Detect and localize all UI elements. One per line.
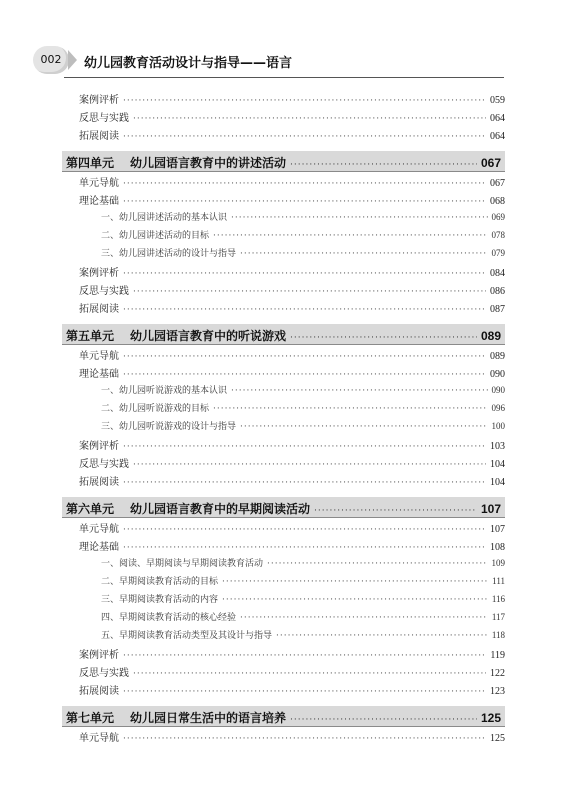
toc-entry[interactable] bbox=[62, 282, 505, 300]
unit-heading[interactable] bbox=[62, 324, 505, 345]
unit-title: 幼儿园语言教育中的听说游戏 bbox=[130, 329, 287, 343]
toc-entry-page: 064 bbox=[490, 131, 505, 142]
toc-entry-page: 118 bbox=[491, 630, 505, 640]
toc-entry[interactable] bbox=[62, 682, 505, 700]
toc-subentry[interactable] bbox=[62, 419, 505, 437]
toc-entry-title: 单元导航 bbox=[79, 351, 119, 362]
toc-subentry[interactable] bbox=[62, 610, 505, 628]
toc-leader-dots bbox=[231, 213, 487, 223]
toc-leader-dots bbox=[123, 132, 486, 142]
toc-leader-dots bbox=[123, 352, 486, 362]
unit-title: 幼儿园语言教育中的讲述活动 bbox=[130, 156, 287, 170]
toc-entry[interactable] bbox=[62, 192, 505, 210]
toc-entry-title: 二、幼儿园听说游戏的目标 bbox=[101, 404, 210, 414]
unit-heading[interactable] bbox=[62, 151, 505, 172]
toc-entry-page: 116 bbox=[491, 594, 505, 604]
toc-entry-page: 090 bbox=[491, 385, 505, 395]
unit-page: 107 bbox=[480, 502, 501, 516]
toc-entry[interactable] bbox=[62, 347, 505, 365]
toc-entry-title: 一、幼儿园听说游戏的基本认识 bbox=[101, 386, 228, 396]
toc-entry[interactable] bbox=[62, 520, 505, 538]
toc-entry-title: 反思与实践 bbox=[79, 286, 129, 297]
toc-entry-page: 111 bbox=[492, 576, 505, 586]
toc-entry-page: 117 bbox=[491, 612, 505, 622]
toc-entry-title: 案例评析 bbox=[79, 268, 119, 279]
toc-subentry[interactable] bbox=[62, 628, 505, 646]
toc-entry-page: 109 bbox=[491, 558, 505, 568]
unit-page: 089 bbox=[480, 329, 501, 343]
toc-entry-page: 087 bbox=[490, 304, 505, 315]
toc-leader-dots bbox=[123, 478, 486, 488]
toc-entry-title: 一、阅读、早期阅读与早期阅读教育活动 bbox=[101, 559, 264, 569]
toc-entry-title: 拓展阅读 bbox=[79, 304, 119, 315]
toc-entry-title: 理论基础 bbox=[79, 369, 119, 380]
toc-entry-title: 单元导航 bbox=[79, 524, 119, 535]
toc-entry-page: 078 bbox=[491, 230, 505, 240]
toc-entry-title: 反思与实践 bbox=[79, 668, 129, 679]
unit-list bbox=[62, 151, 505, 747]
toc-leader-dots bbox=[314, 506, 477, 516]
toc-entry-title: 拓展阅读 bbox=[79, 686, 119, 697]
toc-entry[interactable] bbox=[62, 174, 505, 192]
toc-entry-title: 三、早期阅读教育活动的内容 bbox=[101, 595, 219, 605]
unit-page: 067 bbox=[480, 156, 501, 170]
toc-entry-title: 案例评析 bbox=[79, 441, 119, 452]
toc-entry-page: 103 bbox=[490, 441, 505, 452]
toc-leader-dots bbox=[240, 422, 487, 432]
header-rule bbox=[64, 77, 504, 78]
toc-leader-dots bbox=[213, 231, 487, 241]
page-header bbox=[0, 0, 566, 80]
toc-entry[interactable] bbox=[62, 664, 505, 682]
toc-leader-dots bbox=[123, 734, 486, 744]
toc-entry-title: 五、早期阅读教育活动类型及其设计与指导 bbox=[101, 631, 273, 641]
unit-heading[interactable] bbox=[62, 706, 505, 727]
toc-entry[interactable] bbox=[62, 300, 505, 318]
toc-entry[interactable] bbox=[62, 729, 505, 747]
toc-entry[interactable] bbox=[62, 365, 505, 383]
toc-leader-dots bbox=[290, 160, 477, 170]
toc-entry-title: 案例评析 bbox=[79, 95, 119, 106]
toc-subentry[interactable] bbox=[62, 574, 505, 592]
toc-leader-dots bbox=[123, 370, 486, 380]
toc-entry-page: 107 bbox=[490, 524, 505, 535]
toc-entry-page: 125 bbox=[490, 733, 505, 744]
page-number-badge: 002 bbox=[33, 46, 69, 74]
unit-number: 第五单元 bbox=[66, 329, 115, 343]
toc-entry-title: 二、幼儿园讲述活动的目标 bbox=[101, 231, 210, 241]
toc-entry-title: 单元导航 bbox=[79, 178, 119, 189]
toc-entry[interactable] bbox=[62, 473, 505, 491]
toc-leader-dots bbox=[276, 631, 488, 641]
toc-leader-dots bbox=[123, 96, 486, 106]
toc-entry-page: 123 bbox=[490, 686, 505, 697]
unit-number: 第七单元 bbox=[66, 711, 115, 725]
toc-leader-dots bbox=[231, 386, 487, 396]
toc-entry-page: 084 bbox=[490, 268, 505, 279]
toc-leader-dots bbox=[267, 559, 487, 569]
toc-entry-title: 四、早期阅读教育活动的核心经验 bbox=[101, 613, 237, 623]
toc-subentry[interactable] bbox=[62, 592, 505, 610]
toc-leader-dots bbox=[123, 197, 486, 207]
toc-entry-title: 反思与实践 bbox=[79, 459, 129, 470]
toc-entry-title: 理论基础 bbox=[79, 196, 119, 207]
toc-leader-dots bbox=[123, 269, 486, 279]
toc-entry-title: 三、幼儿园讲述活动的设计与指导 bbox=[101, 249, 237, 259]
toc-entry-page: 104 bbox=[490, 459, 505, 470]
toc-entry[interactable] bbox=[62, 109, 505, 127]
toc-entry-title: 拓展阅读 bbox=[79, 477, 119, 488]
toc-leader-dots bbox=[123, 179, 486, 189]
toc-entry-page: 096 bbox=[491, 403, 505, 413]
unit-number: 第四单元 bbox=[66, 156, 115, 170]
unit-page: 125 bbox=[480, 711, 501, 725]
book-title: 幼儿园教育活动设计与指导——语言 bbox=[84, 56, 293, 71]
toc-entry-title: 单元导航 bbox=[79, 733, 119, 744]
toc-leader-dots bbox=[240, 613, 488, 623]
unit-title: 幼儿园语言教育中的早期阅读活动 bbox=[130, 502, 311, 516]
toc-entry-title: 三、幼儿园听说游戏的设计与指导 bbox=[101, 422, 237, 432]
toc-subentry[interactable] bbox=[62, 246, 505, 264]
toc-entry[interactable] bbox=[62, 646, 505, 664]
toc-entry-page: 067 bbox=[490, 178, 505, 189]
toc-leader-dots bbox=[133, 114, 486, 124]
unit-title: 幼儿园日常生活中的语言培养 bbox=[130, 711, 287, 725]
unit-number: 第六单元 bbox=[66, 502, 115, 516]
toc-leader-dots bbox=[222, 595, 488, 605]
toc-subentry[interactable] bbox=[62, 383, 505, 401]
table-of-contents bbox=[62, 91, 505, 747]
toc-entry[interactable] bbox=[62, 91, 505, 109]
toc-leader-dots bbox=[290, 333, 477, 343]
toc-entry-page: 079 bbox=[491, 248, 505, 258]
toc-leader-dots bbox=[133, 460, 486, 470]
toc-entry[interactable] bbox=[62, 538, 505, 556]
toc-entry-page: 089 bbox=[490, 351, 505, 362]
toc-leader-dots bbox=[123, 525, 486, 535]
toc-leader-dots bbox=[123, 442, 486, 452]
toc-entry[interactable] bbox=[62, 437, 505, 455]
unit-heading[interactable] bbox=[62, 497, 505, 518]
toc-entry-title: 反思与实践 bbox=[79, 113, 129, 124]
toc-entry-page: 100 bbox=[491, 421, 505, 431]
toc-entry-title: 二、早期阅读教育活动的目标 bbox=[101, 577, 219, 587]
toc-subentry[interactable] bbox=[62, 401, 505, 419]
toc-entry-page: 090 bbox=[490, 369, 505, 380]
toc-entry-page: 119 bbox=[490, 650, 505, 661]
toc-leader-dots bbox=[133, 287, 486, 297]
toc-entry-page: 059 bbox=[490, 95, 505, 106]
toc-leader-dots bbox=[123, 687, 486, 697]
toc-entry[interactable] bbox=[62, 455, 505, 473]
toc-entry-title: 一、幼儿园讲述活动的基本认识 bbox=[101, 213, 228, 223]
toc-entry-page: 086 bbox=[490, 286, 505, 297]
toc-leader-dots bbox=[290, 715, 477, 725]
toc-subentry[interactable] bbox=[62, 228, 505, 246]
toc-entry-page: 069 bbox=[491, 212, 505, 222]
toc-entry[interactable] bbox=[62, 127, 505, 145]
toc-entry-title: 理论基础 bbox=[79, 542, 119, 553]
toc-leader-dots bbox=[240, 249, 487, 259]
toc-subentry[interactable] bbox=[62, 210, 505, 228]
toc-leader-dots bbox=[133, 669, 486, 679]
toc-entry-page: 064 bbox=[490, 113, 505, 124]
toc-entry[interactable] bbox=[62, 264, 505, 282]
badge-arrow-icon bbox=[68, 50, 77, 70]
toc-subentry[interactable] bbox=[62, 556, 505, 574]
toc-leader-dots bbox=[213, 404, 487, 414]
toc-entry-page: 122 bbox=[490, 668, 505, 679]
toc-leader-dots bbox=[222, 577, 488, 587]
toc-entry-title: 拓展阅读 bbox=[79, 131, 119, 142]
toc-leader-dots bbox=[123, 305, 486, 315]
toc-leader-dots bbox=[123, 543, 486, 553]
toc-entry-page: 108 bbox=[490, 542, 505, 553]
toc-entry-title: 案例评析 bbox=[79, 650, 119, 661]
toc-leader-dots bbox=[123, 651, 486, 661]
toc-entry-page: 068 bbox=[490, 196, 505, 207]
toc-entry-page: 104 bbox=[490, 477, 505, 488]
